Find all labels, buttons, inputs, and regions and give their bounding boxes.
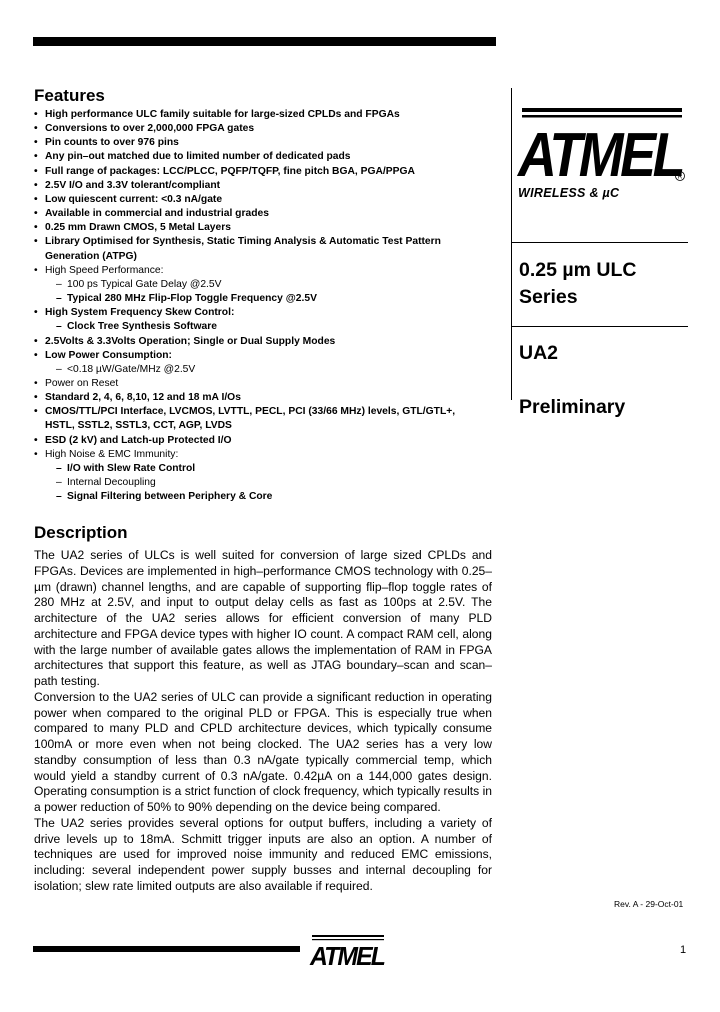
atmel-logo [516,102,688,182]
feature-item: • CMOS/TTL/PCI Interface, LVCMOS, LVTTL, PECL, PCI (33/66 MHz) levels, GTL/GTL+, [34,405,504,419]
feature-item: • ESD (2 kV) and Latch-up Protected I/O [34,434,504,448]
feature-subitem: – <0.18 µW/Gate/MHz @2.5V [34,363,504,377]
description-paragraph: The UA2 series provides several options for output buffers, including a variety of drive levels up to 18mA. Schmitt trigger inputs are also an option. A number of techniques are used for improved noise immunity and reduced EMC emissions, including: several independent power supply busses and internal decoupling for isolation; slew rate limited outputs are also available if required. [34,815,492,893]
feature-item: • High performance ULC family suitable for large-sized CPLDs and FPGAs [34,108,504,122]
feature-item: • 0.25 mm Drawn CMOS, 5 Metal Layers [34,221,504,235]
feature-subitem: – 100 ps Typical Gate Delay @2.5V [34,278,504,292]
features-heading: Features [34,86,105,105]
part-number: UA2 [519,342,559,364]
description-body [34,548,492,895]
atmel-footer-logo [308,933,386,967]
feature-subitem: – Internal Decoupling [34,476,504,490]
feature-item: • Low Power Consumption: [34,349,504,363]
features-list [34,108,504,504]
status-label: Preliminary [519,396,626,418]
feature-item: • High Speed Performance: [34,264,504,278]
feature-subitem: – Signal Filtering between Periphery & Core [34,490,504,504]
feature-item: • Power on Reset [34,377,504,391]
feature-item: • Standard 2, 4, 6, 8,10, 12 and 18 mA I/Os [34,391,504,405]
revision-label: Rev. A - 29-Oct-01 [614,899,684,909]
svg-text:R: R [677,174,683,181]
feature-item: Generation (ATPG) [45,250,137,262]
feature-item: • Full range of packages: LCC/PLCC, PQFP/TQFP, fine pitch BGA, PGA/PPGA [34,165,504,179]
feature-subitem: – Typical 280 MHz Flip-Flop Toggle Frequency @2.5V [34,292,504,306]
feature-item: • Pin counts to over 976 pins [34,136,504,150]
feature-item: • Library Optimised for Synthesis, Static Timing Analysis & Automatic Test Pattern [34,235,504,249]
feature-subitem: – Clock Tree Synthesis Software [34,320,504,334]
top-rule [33,37,496,46]
feature-item: • High Noise & EMC Immunity: [34,448,504,462]
sidebar-divider [511,88,512,400]
feature-item: • 2.5Volts & 3.3Volts Operation; Single or Dual Supply Modes [34,335,504,349]
svg-text:ATMEL: ATMEL [516,121,683,182]
logo-tagline: WIRELESS & µC [518,186,620,200]
feature-subitem: – I/O with Slew Rate Control [34,462,504,476]
page-number: 1 [680,944,687,956]
series-title: 0.25 µm ULC Series [519,259,637,308]
feature-item: • Conversions to over 2,000,000 FPGA gates [34,122,504,136]
feature-item: • Available in commercial and industrial grades [34,207,504,221]
description-paragraph: Conversion to the UA2 series of ULC can provide a significant reduction in operating power when compared to the original PLD or FPGA. This is especially true when compared to many PLD and CPLD architecture devices, which typically consume 100mA or more even when not being clocked. The UA2 series has a very low standby consumption of less than 0.3 nA/gate typically commercial temp, which would yield a standby current of 0.3 nA/gate. 0.42µA on a 144,000 gates design. Operating consumption is a strict function of clock frequency, which typically results in a power reduction of 50% to 90% depending on the device being compared. [34,689,492,814]
svg-text:ATMEL: ATMEL [309,941,386,967]
feature-item: • High System Frequency Skew Control: [34,306,504,320]
feature-item: • Any pin–out matched due to limited number of dedicated pads [34,150,504,164]
feature-item: HSTL, SSTL2, SSTL3, CCT, AGP, LVDS [45,420,232,432]
description-heading: Description [34,523,128,542]
feature-item: • Low quiescent current: <0.3 nA/gate [34,193,504,207]
feature-item: • 2.5V I/O and 3.3V tolerant/compliant [34,179,504,193]
sidebar-rule [511,242,688,243]
bottom-rule [33,946,300,952]
sidebar-rule [511,326,688,327]
description-paragraph: The UA2 series of ULCs is well suited for conversion of large sized CPLDs and FPGAs. Devices are implemented in high–performance CMOS technology with 0.25–µm (drawn) channel lengths, and are capable of supporting flip–flop toggle rates of 280 MHz at 2.5V, and input to output delay cells as fast as 100ps at 2.5V. The architecture of the UA2 series allows for efficient conversion of many PLD architecture and FPGA device types with higher IO count. A compact RAM cell, along with the large number of available gates allows the implementation of RAM in FPGA architectures that support this feature, as well as JTAG boundary–scan and scan–path testing. [34,548,492,688]
